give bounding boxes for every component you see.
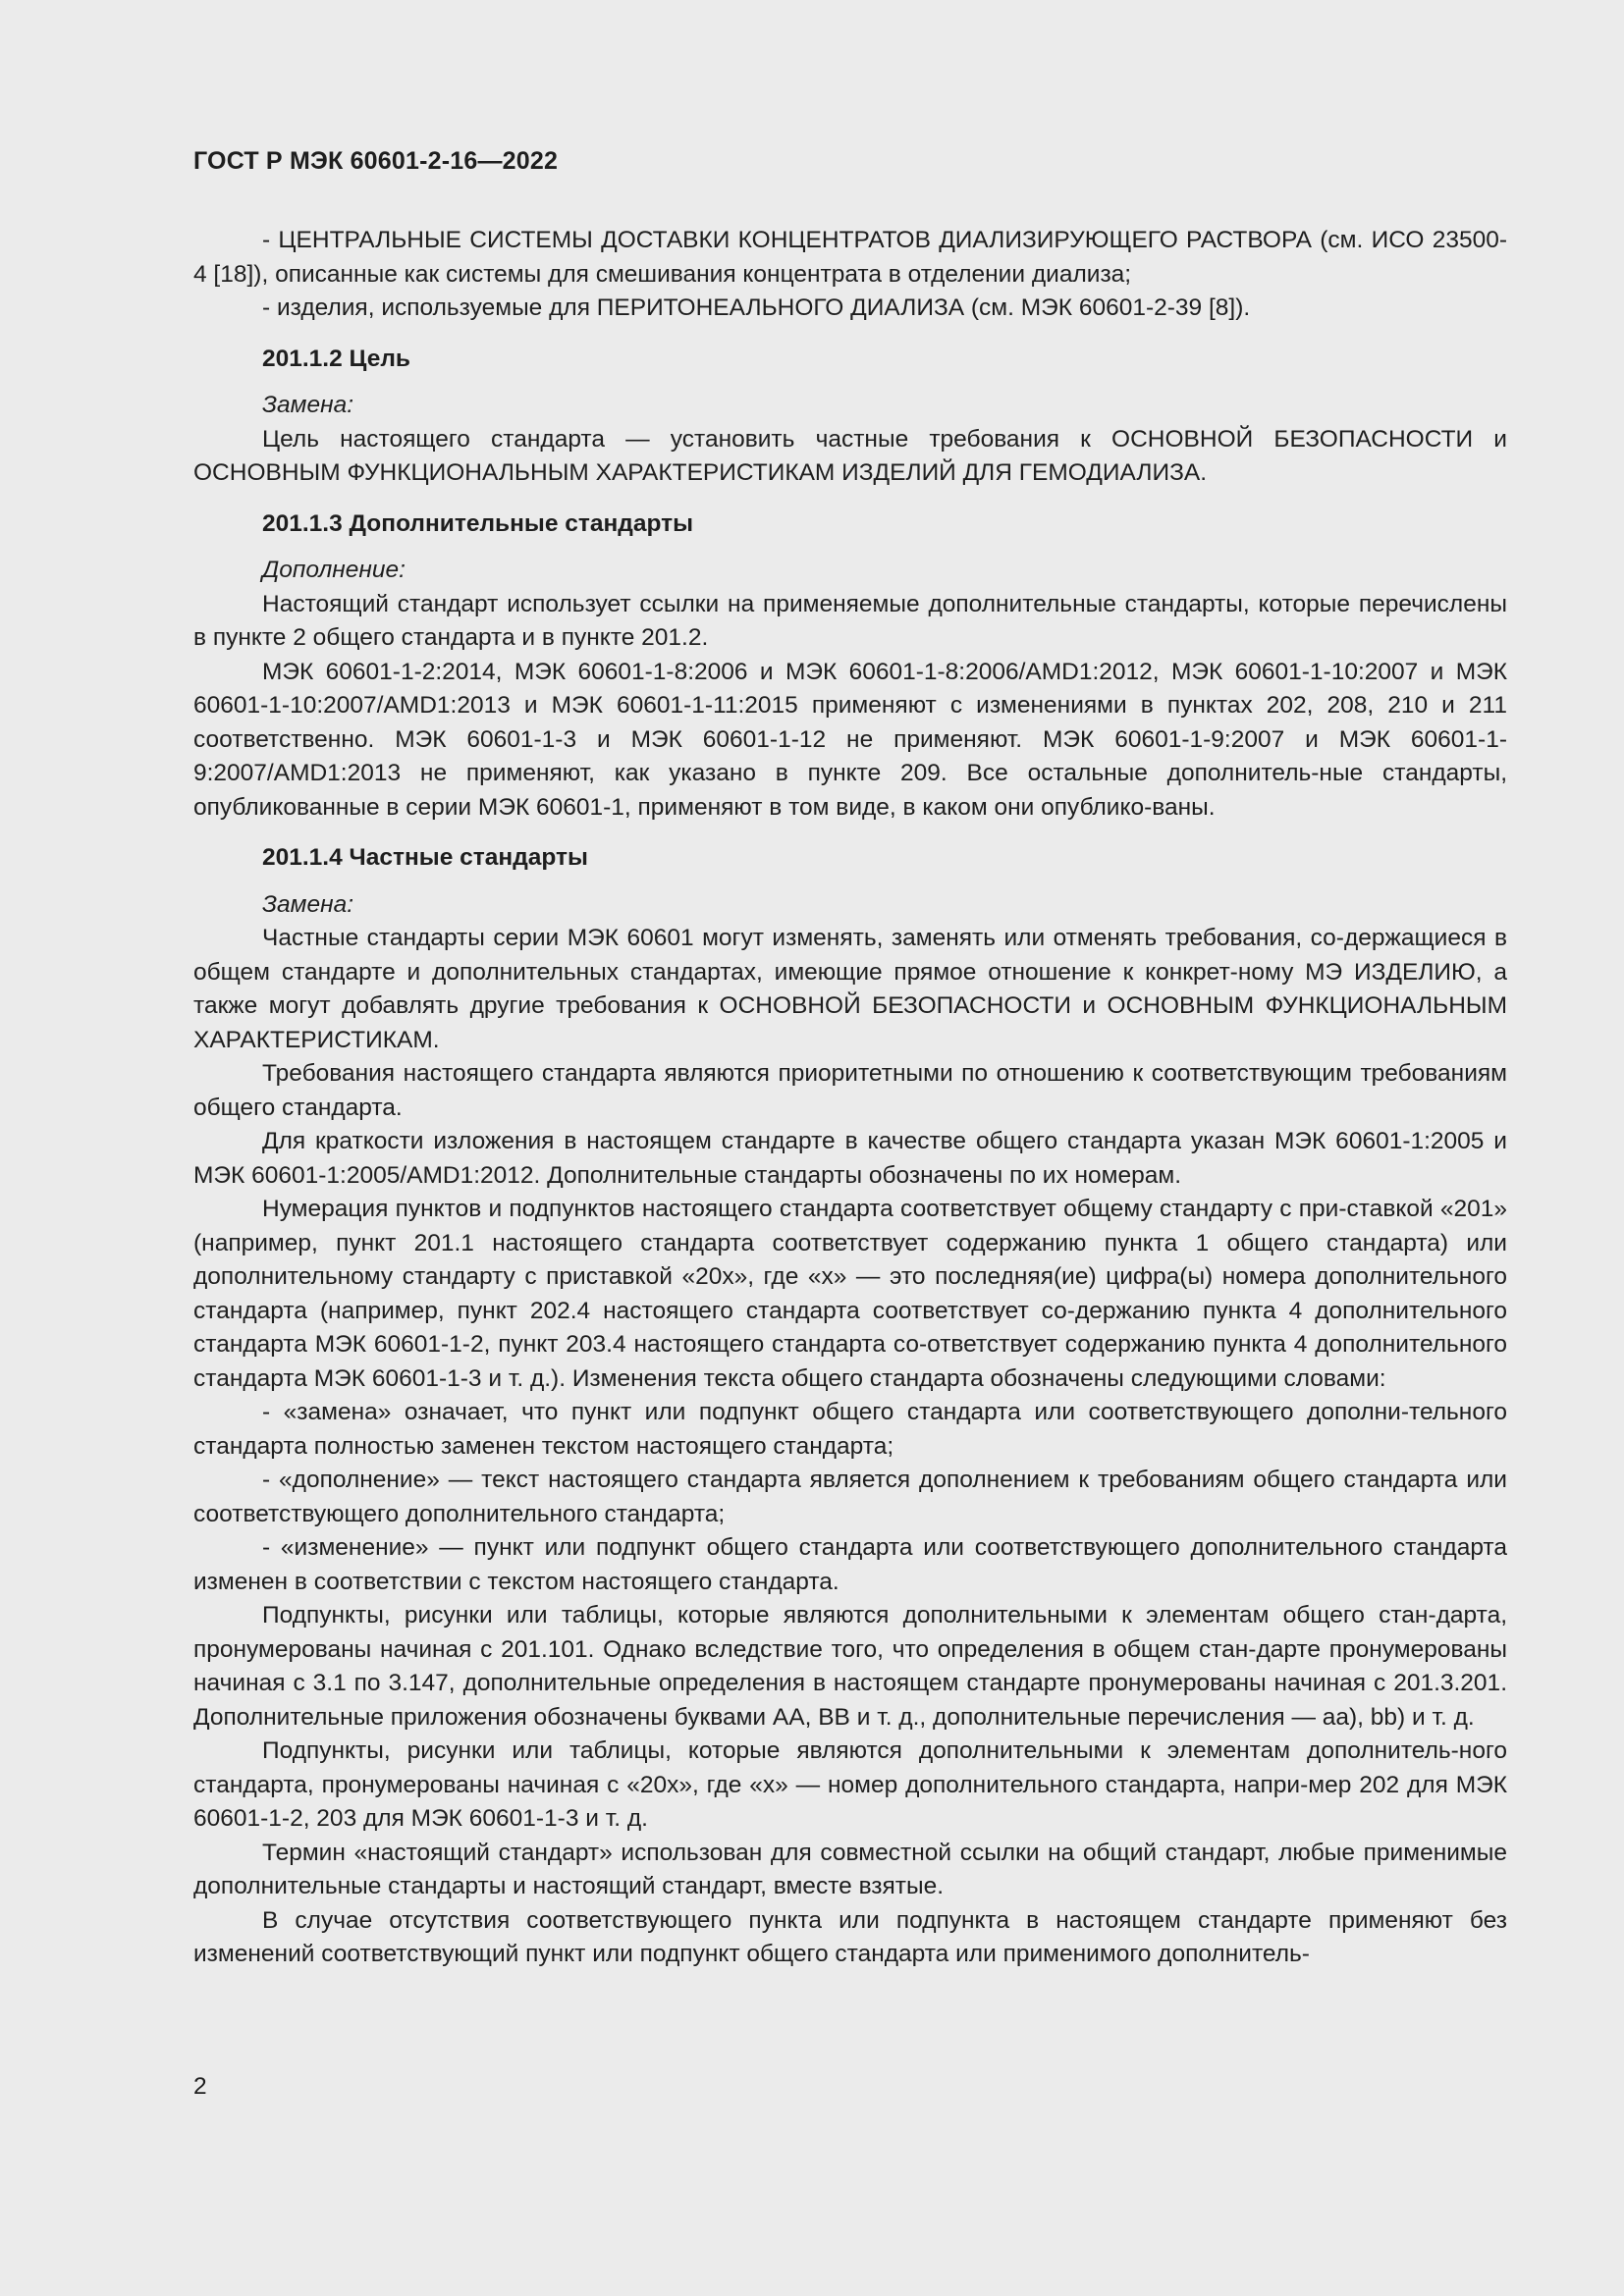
- paragraph: Частные стандарты серии МЭК 60601 могут изменять, заменять или отменять требования, со-держащиеся в общем стандарте и дополнительных стандартах, имеющие прямое отношение к конкрет-ному МЭ ИЗДЕЛИЮ, а также могут добавлять другие требования к ОСНОВНОЙ БЕЗОПАСНОСТИ и ОСНОВНЫМ ФУНКЦИОНАЛЬНЫМ ХАРАКТЕРИСТИКАМ.: [193, 925, 1507, 1053]
- list-item: - «замена» означает, что пункт или подпункт общего стандарта или соответствующего дополни-тельного стандарта полностью заменен текстом настоящего стандарта;: [193, 1399, 1507, 1460]
- section-heading: 201.1.4 Частные стандарты: [262, 844, 588, 871]
- document-header-title: ГОСТ Р МЭК 60601-2-16—2022: [193, 147, 559, 175]
- paragraph: Термин «настоящий стандарт» использован для совместной ссылки на общий стандарт, любые применимые дополнительные стандарты и настоящий стандарт, вместе взятые.: [193, 1839, 1507, 1899]
- paragraph: МЭК 60601-1-2:2014, МЭК 60601-1-8:2006 и МЭК 60601-1-8:2006/AMD1:2012, МЭК 60601-1-10:2007 и МЭК 60601-1-10:2007/AMD1:2013 и МЭК 60601-1-11:2015 применяют с изменениями в пунктах 202, 208, 210 и 211 соответственно. МЭК 60601-1-3 и МЭК 60601-1-12 не применяют. МЭК 60601-1-9:2007 и МЭК 60601-1-9:2007/AMD1:2013 не применяют, как указано в пункте 209. Все остальные дополнитель-ные стандарты, опубликованные в серии МЭК 60601-1, применяют в том виде, в каком они опублико-ваны.: [193, 658, 1507, 821]
- list-item: - изделия, используемые для ПЕРИТОНЕАЛЬНОГО ДИАЛИЗА (см. МЭК 60601-2-39 [8]).: [262, 294, 1251, 321]
- paragraph: Требования настоящего стандарта являются приоритетными по отношению к соответствующим требованиям общего стандарта.: [193, 1060, 1507, 1121]
- paragraph: Нумерация пунктов и подпунктов настоящего стандарта соответствует общему стандарту с при-ставкой «201» (например, пункт 201.1 настоящего стандарта соответствует содержанию пункта 1 общего стандарта) или дополнительному стандарту с приставкой «20x», где «x» — это последняя(ие) цифра(ы) номера дополнительного стандарта (например, пункт 202.4 настоящего стандарта соответствует со-держанию пункта 4 дополнительного стандарта МЭК 60601-1-2, пункт 203.4 настоящего стандарта со-ответствует содержанию пункта 4 дополнительного стандарта МЭК 60601-1-3 и т. д.). Изменения текста общего стандарта обозначены следующими словами:: [193, 1196, 1507, 1392]
- amendment-label: Замена:: [262, 392, 353, 418]
- amendment-label: Дополнение:: [262, 557, 406, 583]
- list-item: - «дополнение» — текст настоящего стандарта является дополнением к требованиям общего стандарта или соответствующего дополнительного стандарта;: [193, 1467, 1507, 1527]
- paragraph: В случае отсутствия соответствующего пункта или подпункта в настоящем стандарте применяют без изменений соответствующий пункт или подпункт общего стандарта или применимого дополнитель-: [193, 1906, 1507, 1967]
- paragraph: Цель настоящего стандарта — установить частные требования к ОСНОВНОЙ БЕЗОПАСНОСТИ и ОСНОВНЫМ ФУНКЦИОНАЛЬНЫМ ХАРАКТЕРИСТИКАМ ИЗДЕЛИЙ ДЛЯ ГЕМОДИАЛИЗА.: [193, 425, 1507, 486]
- document-body: [193, 224, 1507, 1972]
- list-item: - «изменение» — пункт или подпункт общего стандарта или соответствующего дополнительного стандарта изменен в соответствии с текстом настоящего стандарта.: [193, 1534, 1507, 1595]
- list-item: - ЦЕНТРАЛЬНЫЕ СИСТЕМЫ ДОСТАВКИ КОНЦЕНТРАТОВ ДИАЛИЗИРУЮЩЕГО РАСТВОРА (см. ИСО 23500-4 [18]), описанные как системы для смешивания концентрата в отделении диализа;: [193, 227, 1507, 288]
- paragraph: Подпункты, рисунки или таблицы, которые являются дополнительными к элементам общего стан-дарта, пронумерованы начиная с 201.101. Однако вследствие того, что определения в общем стан-дарте пронумерованы начиная с 3.1 по 3.147, дополнительные определения в настоящем стандарте пронумерованы начиная с 201.3.201. Дополнительные приложения обозначены буквами AA, BB и т. д., дополнительные перечисления — aa), bb) и т. д.: [193, 1602, 1507, 1731]
- page-number: 2: [193, 2073, 207, 2100]
- paragraph: Подпункты, рисунки или таблицы, которые являются дополнительными к элементам дополнитель-ного стандарта, пронумерованы начиная с «20x», где «x» — номер дополнительного стандарта, напри-мер 202 для МЭК 60601-1-2, 203 для МЭК 60601-1-3 и т. д.: [193, 1737, 1507, 1832]
- section-heading: 201.1.2 Цель: [262, 345, 410, 372]
- paragraph: Для краткости изложения в настоящем стандарте в качестве общего стандарта указан МЭК 60601-1:2005 и МЭК 60601-1:2005/AMD1:2012. Дополнительные стандарты обозначены по их номерам.: [193, 1128, 1507, 1189]
- paragraph: Настоящий стандарт использует ссылки на применяемые дополнительные стандарты, которые перечислены в пункте 2 общего стандарта и в пункте 201.2.: [193, 590, 1507, 651]
- amendment-label: Замена:: [262, 890, 353, 918]
- section-heading: 201.1.3 Дополнительные стандарты: [262, 509, 694, 537]
